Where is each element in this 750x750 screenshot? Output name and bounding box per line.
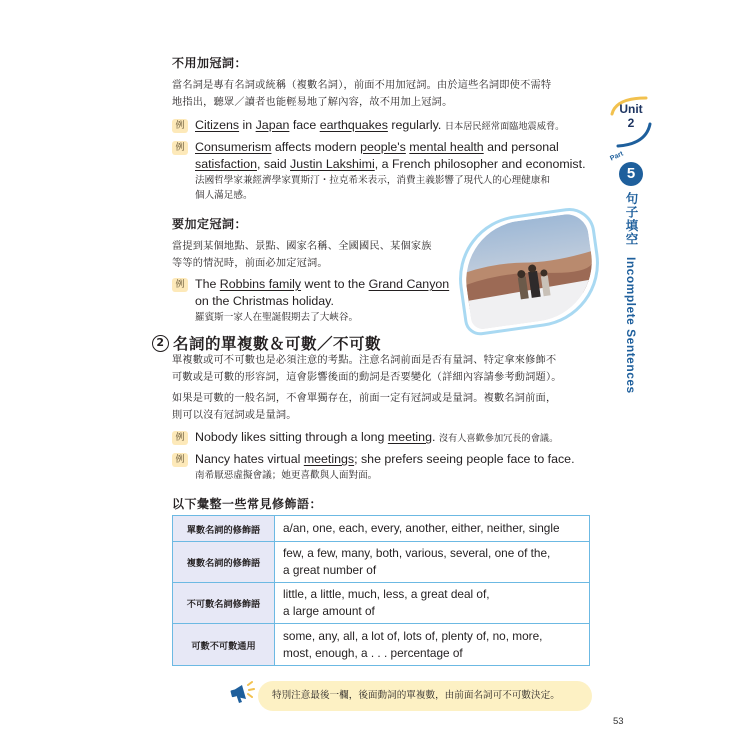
with-article-heading: 要加定冠詞： [172,217,248,231]
table-value: little, a little, much, less, a great deal of, a large amount of [275,583,590,624]
chapter-title-en: Incomplete Sentences [624,257,638,395]
page-number: 53 [613,716,624,727]
section-2-para-1: 單複數或可不可數也是必須注意的考點。注意名詞前面是否有量詞、特定拿來修飾不 可數或是可數的形容詞，這會影響後面的動詞是否要變化（詳細內容請參考動詞題）。 [172,355,562,383]
modifiers-table [172,515,590,666]
section-number: 2 [152,335,169,352]
example-meeting: 例 Nobody likes sitting through a long meeting. 沒有人喜歡參加冗長的會議。 [172,429,594,447]
example-consumerism: 例 Consumerism affects modern people's mental health and personal satisfaction, said Justin Lakshimi, a French philosopher and economist. 法國哲學家兼經濟學家賈斯汀・拉克希米表示，消費主義影響了現代人的心理健康和 個人滿足感。 [172,139,594,203]
table-value: some, any, all, a lot of, lots of, plenty of, no, more, most, enough, a . . . percentage of [275,624,590,666]
part-label: Part [609,150,625,163]
section-2-body [172,352,594,518]
no-article-heading: 不用加冠詞： [172,56,248,70]
part-number-badge: 5 [619,162,643,186]
table-row [173,583,590,624]
example-badge: 例 [172,119,188,133]
unit-badge: Unit 2 [619,102,643,130]
example-nancy: 例 Nancy hates virtual meetings; she prefers seeing people face to face. 南希厭惡虛擬會議；她更喜歡與人面對面。 [172,451,594,483]
modifiers-heading: 以下彙整一些常見修飾語： [172,497,323,511]
with-article-explanation: 當提到某個地點、景點、國家名稱、全國國民、某個家族 等等的情況時，前面必加定冠詞。 [172,241,432,269]
table-key: 複數名詞的修飾語 [173,542,275,583]
example-citizens: 例 Citizens in Japan face earthquakes regularly. 日本居民經常面臨地震威脅。 [172,117,594,135]
example-badge: 例 [172,431,188,445]
example-badge: 例 [172,453,188,467]
table-row [173,516,590,542]
table-value: few, a few, many, both, various, several, one of the, a great number of [275,542,590,583]
chapter-title-zh: 句子填空 [624,192,639,246]
section-2-title: 2 名詞的單複數＆可數／不可數 [152,332,381,354]
chapter-title-vertical [622,192,640,394]
example-robbins: 例 The Robbins family went to the Grand Canyon on the Christmas holiday. 羅賓斯一家人在聖誕假期去了大峽谷。 [172,276,467,325]
table-value: a/an, one, each, every, another, either, neither, single [275,516,590,542]
section-2-para-2: 如果是可數的一般名詞，不會單獨存在，前面一定有冠詞或是量詞。複數名詞前面， 則可以沒有冠詞或是量詞。 [172,393,557,421]
note-box: 特別注意最後一欄，後面動詞的單複數，由前面名詞可不可數決定。 [258,681,592,711]
example-badge: 例 [172,141,188,155]
table-row [173,542,590,583]
no-article-explanation: 當名詞是專有名詞或統稱（複數名詞），前面不用加冠詞。由於這些名詞即使不需特 地指出，聽眾／讀者也能輕易地了解內容，故不用加上冠詞。 [172,80,552,108]
table-key: 不可數名詞修飾語 [173,583,275,624]
table-key: 單數名詞的修飾語 [173,516,275,542]
example-badge: 例 [172,278,188,292]
table-row [173,624,590,666]
megaphone-icon [228,679,256,707]
table-key: 可數不可數通用 [173,624,275,666]
